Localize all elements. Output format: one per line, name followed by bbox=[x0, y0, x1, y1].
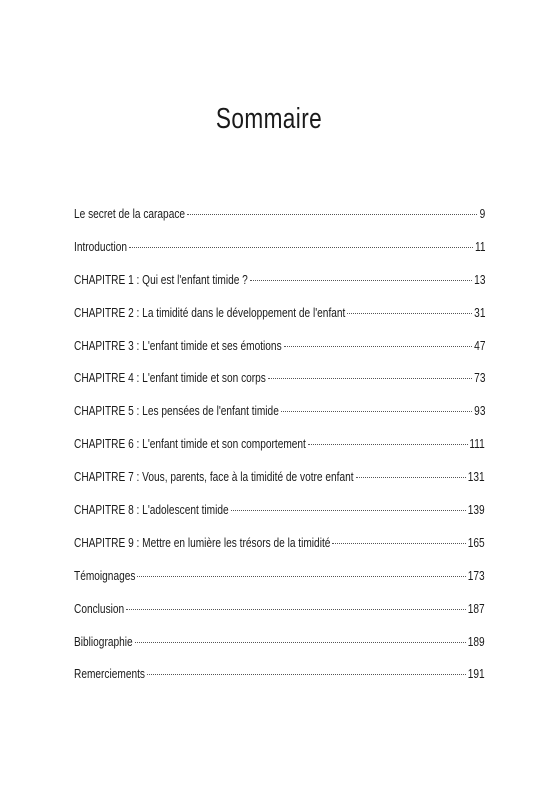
toc-entry-page: 11 bbox=[474, 238, 485, 254]
page-title: Sommaire bbox=[215, 103, 323, 135]
toc-entry-label: CHAPITRE 7 : Vous, parents, face à la timidité de votre enfant bbox=[74, 469, 354, 485]
toc-entry-chapter-9 bbox=[74, 533, 485, 566]
toc-entry-label: Remerciements bbox=[74, 666, 146, 682]
toc-entry-page: 191 bbox=[468, 666, 485, 682]
toc-entry-temoignages bbox=[74, 566, 485, 599]
toc-entry-label: Introduction bbox=[74, 238, 127, 254]
toc-entry-page: 47 bbox=[473, 337, 485, 353]
toc-entry-page: 173 bbox=[468, 567, 485, 583]
toc-entry-page: 139 bbox=[468, 502, 485, 518]
dot-leader bbox=[187, 214, 477, 215]
toc-entry-chapter-5 bbox=[74, 401, 485, 434]
toc-entry-chapter-4 bbox=[74, 368, 485, 401]
toc-entry-page: 189 bbox=[468, 633, 485, 649]
dot-leader bbox=[347, 313, 471, 314]
dot-leader bbox=[129, 247, 473, 248]
dot-leader bbox=[137, 576, 466, 577]
toc-entry-label: CHAPITRE 4 : L'enfant timide et son corps bbox=[74, 370, 266, 386]
toc-entry-chapter-2 bbox=[74, 303, 485, 336]
toc-entry-page: 131 bbox=[468, 469, 485, 485]
dot-leader bbox=[147, 674, 466, 675]
toc-entry-page: 9 bbox=[479, 206, 485, 221]
toc-entry-remerciements bbox=[74, 664, 485, 697]
toc-entry-chapter-7 bbox=[74, 467, 485, 500]
toc-entry-page: 93 bbox=[473, 403, 485, 419]
toc-entry-page: 187 bbox=[468, 600, 485, 616]
toc-entry-chapter-6 bbox=[74, 434, 485, 467]
toc-entry-chapter-3 bbox=[74, 336, 485, 369]
toc-entry-label: CHAPITRE 2 : La timidité dans le développement de l'enfant bbox=[74, 304, 346, 320]
toc-entry-label: CHAPITRE 6 : L'enfant timide et son comportement bbox=[74, 436, 306, 452]
dot-leader bbox=[308, 444, 468, 445]
toc-entry-label: CHAPITRE 3 : L'enfant timide et ses émotions bbox=[74, 337, 282, 353]
toc-entry-conclusion bbox=[74, 599, 485, 632]
toc-entry-label: Témoignages bbox=[74, 567, 136, 583]
dot-leader bbox=[284, 346, 472, 347]
toc-entry-page: 31 bbox=[473, 304, 485, 320]
toc-entry-page: 13 bbox=[473, 271, 485, 287]
table-of-contents bbox=[74, 204, 485, 697]
toc-entry-label: Bibliographie bbox=[74, 633, 133, 649]
toc-entry-secret bbox=[74, 204, 485, 237]
toc-entry-page: 73 bbox=[473, 370, 485, 386]
toc-entry-page: 165 bbox=[468, 534, 485, 550]
toc-entry-label: Conclusion bbox=[74, 600, 125, 616]
toc-entry-introduction bbox=[74, 237, 485, 270]
toc-entry-chapter-1 bbox=[74, 270, 485, 303]
toc-entry-label: CHAPITRE 1 : Qui est l'enfant timide ? bbox=[74, 271, 248, 287]
dot-leader bbox=[126, 609, 466, 610]
toc-entry-label: CHAPITRE 5 : Les pensées de l'enfant timide bbox=[74, 403, 279, 419]
toc-entry-label: CHAPITRE 8 : L'adolescent timide bbox=[74, 502, 229, 518]
toc-entry-chapter-8 bbox=[74, 500, 485, 533]
dot-leader bbox=[268, 378, 472, 379]
toc-entry-bibliographie bbox=[74, 632, 485, 665]
dot-leader bbox=[281, 411, 472, 412]
toc-entry-label: CHAPITRE 9 : Mettre en lumière les trésors de la timidité bbox=[74, 534, 331, 550]
dot-leader bbox=[135, 642, 466, 643]
toc-entry-page: 111 bbox=[469, 436, 485, 452]
dot-leader bbox=[250, 280, 472, 281]
dot-leader bbox=[356, 477, 466, 478]
toc-entry-label: Le secret de la carapace bbox=[74, 206, 186, 221]
dot-leader bbox=[332, 543, 466, 544]
dot-leader bbox=[231, 510, 466, 511]
